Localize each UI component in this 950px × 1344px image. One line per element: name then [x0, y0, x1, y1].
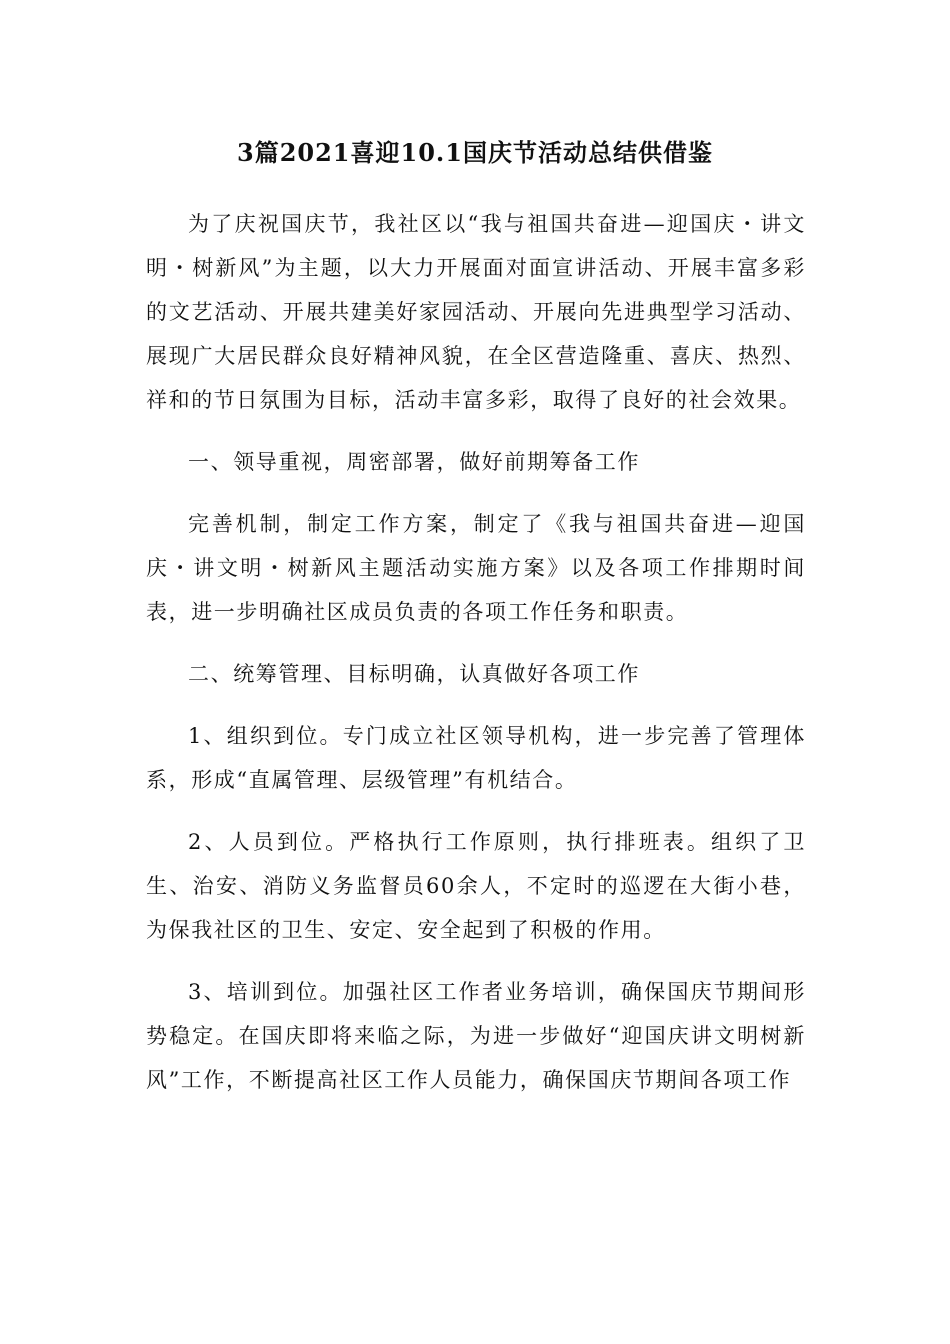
section-heading-2: 二、统筹管理、目标明确，认真做好各项工作 — [188, 662, 640, 686]
paragraph-gap — [146, 634, 806, 652]
document-title: 3篇2021喜迎10.1国庆节活动总结供借鉴 — [237, 138, 713, 167]
paragraph-gap — [146, 484, 806, 502]
paragraph-item-3: 3、培训到位。加强社区工作者业务培训，确保国庆节期间形势稳定。在国庆即将来临之际，为进一步做好“迎国庆讲文明树新风”工作，不断提高社区工作人员能力，确保国庆节期间各项工作 — [146, 980, 806, 1092]
document-body — [146, 202, 806, 1102]
paragraph-mechanism: 完善机制，制定工作方案，制定了《我与祖国共奋进—迎国庆・讲文明・树新风主题活动实施方案》以及各项工作排期时间表，进一步明确社区成员负责的各项工作任务和职责。 — [146, 512, 806, 624]
paragraph-gap — [146, 696, 806, 714]
paragraph-item-2: 2、人员到位。严格执行工作原则，执行排班表。组织了卫生、治安、消防义务监督员60余人，不定时的巡逻在大街小巷，为保我社区的卫生、安定、安全起到了积极的作用。 — [146, 830, 806, 942]
paragraph-gap — [146, 802, 806, 820]
paragraph-item-1: 1、组织到位。专门成立社区领导机构，进一步完善了管理体系，形成“直属管理、层级管理”有机结合。 — [146, 724, 806, 792]
paragraph-gap — [146, 952, 806, 970]
section-heading-1: 一、领导重视，周密部署，做好前期筹备工作 — [188, 450, 640, 474]
paragraph-intro: 为了庆祝国庆节，我社区以“我与祖国共奋进—迎国庆・讲文明・树新风”为主题，以大力开展面对面宣讲活动、开展丰富多彩的文艺活动、开展共建美好家园活动、开展向先进典型学习活动、展现广大居民群众良好精神风貌，在全区营造隆重、喜庆、热烈、祥和的节日氛围为目标，活动丰富多彩，取得了良好的社会效果。 — [146, 212, 806, 412]
paragraph-gap — [146, 422, 806, 440]
